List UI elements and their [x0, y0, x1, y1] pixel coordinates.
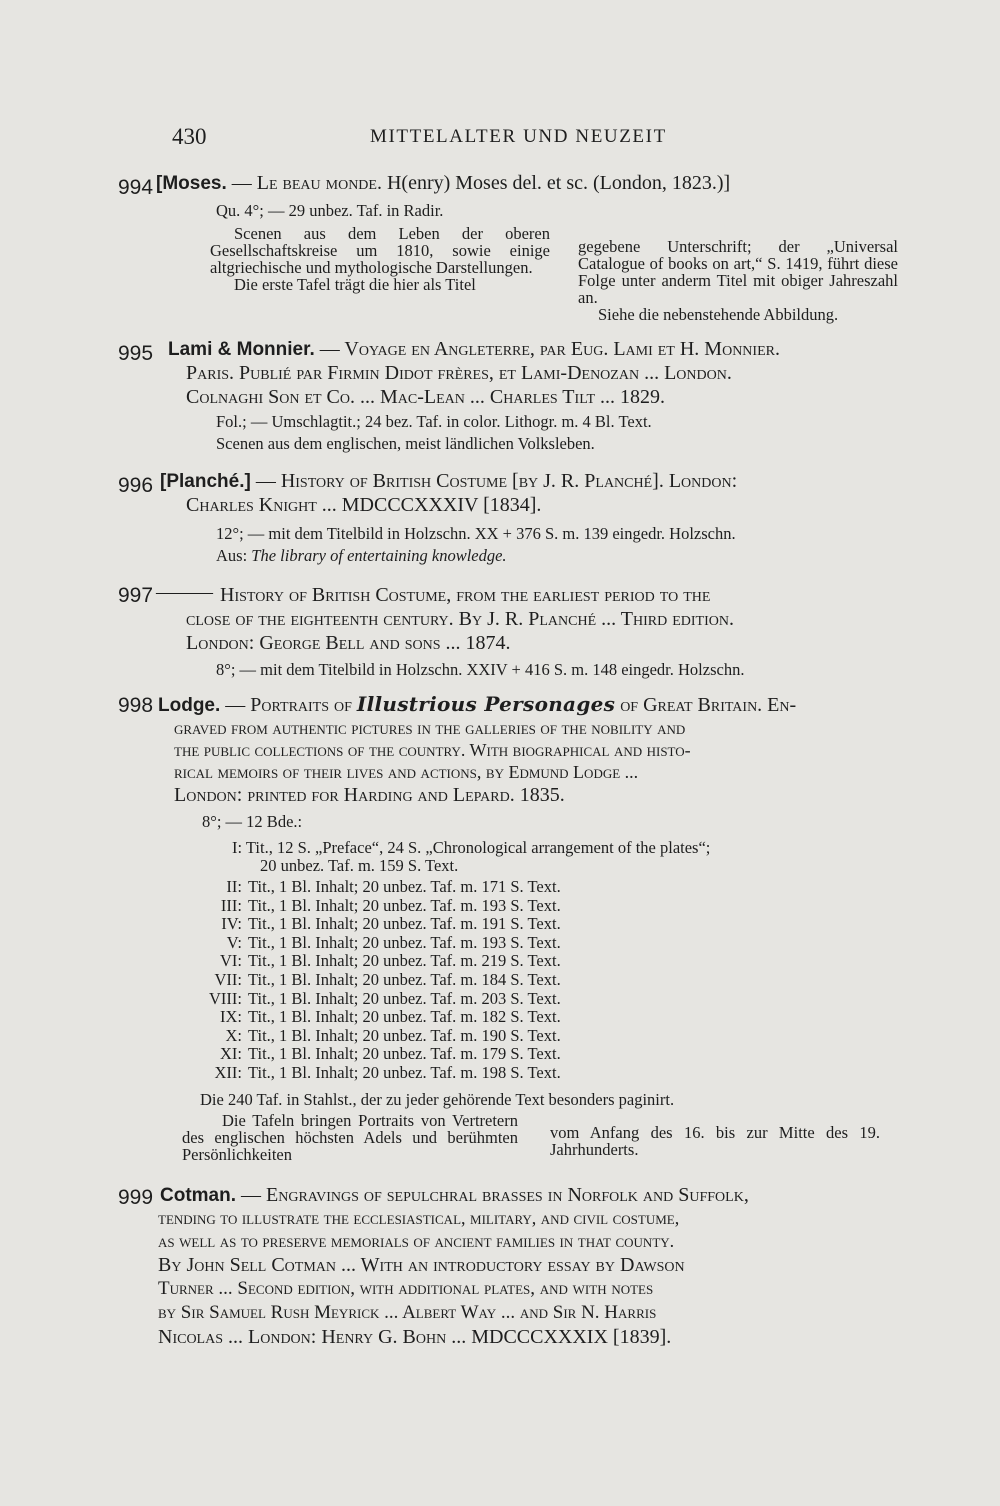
entry-author: Cotman.	[160, 1185, 236, 1206]
volume-line	[194, 989, 561, 1009]
volume-text: Tit., 1 Bl. Inhalt; 20 unbez. Taf. m. 182 S. Text.	[248, 1007, 561, 1027]
volume-label: VI:	[220, 951, 242, 971]
entry-title-line: Lami & Monnier. — Voyage en Angleterre, par Eug. Lami et H. Monnier.	[168, 338, 780, 360]
entry-title-line: Colnaghi Son et Co. ... Mac-Lean ... Charles Tilt ... 1829.	[186, 386, 666, 408]
entry-title-line: Paris. Publié par Firmin Didot frères, et Lami-Denozan ... London.	[186, 362, 732, 384]
running-header	[172, 124, 872, 154]
volume-line	[194, 877, 561, 897]
entry-number: 999	[118, 1186, 154, 1209]
entry-collation: Fol.; — Umschlagtit.; 24 bez. Taf. in color. Lithogr. m. 4 Bl. Text.	[216, 412, 652, 431]
volume-line	[194, 1007, 561, 1027]
volume-label: VIII:	[209, 988, 242, 1008]
volume-label: X:	[225, 1025, 242, 1045]
note-left-text-2: Die erste Tafel trägt die hier als Titel	[234, 275, 476, 294]
entry-title-line: [Moses. — Le beau monde. H(enry) Moses del. et sc. (London, 1823.)]	[156, 172, 731, 194]
volume-line	[194, 933, 561, 953]
volume-line-1: I: Tit., 12 S. „Preface“, 24 S. „Chronological arrangement of the plates“;	[232, 838, 711, 857]
volume-label: XII:	[214, 1063, 242, 1082]
entry-title-line: Charles Knight ... MDCCCXXXIV [1834].	[186, 494, 542, 516]
entry-number: 996	[118, 474, 154, 497]
note-right-text: gegebene Unterschrift; der „Universal Catalogue of books on art,“ S. 1419, führt diese Folge unter anderm Titel mit obiger Jahreszahl an.	[578, 237, 898, 307]
page-number: 430	[172, 124, 207, 149]
entry-author: [Planché.]	[160, 471, 251, 492]
entry-collation: 12°; — mit dem Titelbild in Holzschn. XX + 376 S. m. 139 eingedr. Holzschn.	[216, 524, 736, 543]
volume-text: Tit., 1 Bl. Inhalt; 20 unbez. Taf. m. 184 S. Text.	[248, 970, 561, 989]
entry-author: Lodge.	[158, 695, 221, 716]
entry-collation: 8°; — mit dem Titelbild in Holzschn. XXIV + 416 S. m. 148 eingedr. Holzschn.	[216, 660, 745, 679]
volume-text: Tit., 1 Bl. Inhalt; 20 unbez. Taf. m. 191 S. Text.	[248, 914, 561, 934]
entry-collation: Qu. 4°; — 29 unbez. Taf. in Radir.	[216, 201, 444, 220]
entry-title-line: History of British Costume, from the earliest period to the	[220, 584, 711, 606]
note-right-text-2: Siehe die nebenstehende Abbildung.	[598, 305, 839, 324]
entry-collation: 8°; — 12 Bde.:	[202, 812, 303, 831]
entry-number: 995	[118, 342, 154, 365]
entry-998	[118, 694, 908, 1174]
volume-line	[194, 1044, 561, 1064]
entry-title-line: London: George Bell and sons ... 1874.	[186, 632, 511, 654]
note-right-column	[578, 238, 898, 323]
entry-title-line: Lodge. — Portraits of Illustrious Personages of Great Britain. En-	[158, 692, 797, 716]
ditto-dash: ———	[156, 582, 213, 603]
volume-line	[194, 896, 561, 916]
volume-label: IX:	[220, 1007, 242, 1027]
note-left-column	[182, 1112, 518, 1163]
note-right-column	[550, 1124, 880, 1158]
entry-title-line: [Planché.] — History of British Costume [by J. R. Planché]. London:	[160, 470, 738, 492]
note-left-text: Die Tafeln bringen Portraits von Vertretern des englischen höchsten Adels und berühmten Persönlichkeiten	[182, 1111, 518, 1164]
note-left-text: Scenen aus dem Leben der oberen Gesellschaftskreise um 1810, sowie einige altgriechische und mythologische Darstellungen.	[210, 224, 550, 277]
entry-title-line: Nicolas ... London: Henry G. Bohn ... MDCCCXXXIX [1839].	[158, 1326, 672, 1348]
entry-number: 997	[118, 584, 154, 607]
plates-note: Die 240 Taf. in Stahlst., der zu jeder gehörende Text besonders paginirt.	[200, 1090, 675, 1109]
volume-text: Tit., 1 Bl. Inhalt; 20 unbez. Taf. m. 193 S. Text.	[248, 895, 561, 915]
entry-994	[118, 170, 908, 340]
volume-line	[194, 970, 561, 990]
entry-note: Scenen aus dem englischen, meist ländlichen Volksleben.	[216, 434, 595, 453]
volume-line	[194, 1026, 561, 1046]
entry-title-line: as well as to preserve memorials of ancient families in that county.	[158, 1231, 675, 1251]
volume-text: Tit., 1 Bl. Inhalt; 20 unbez. Taf. m. 198 S. Text.	[248, 1063, 561, 1082]
volume-line	[194, 914, 561, 934]
entry-997	[118, 584, 908, 694]
volume-line	[194, 951, 561, 971]
volume-label: III:	[220, 895, 242, 915]
volume-text: Tit., 1 Bl. Inhalt; 20 unbez. Taf. m. 190 S. Text.	[248, 1025, 561, 1045]
note-right-text: vom Anfang des 16. bis zur Mitte des 19. Jahrhunderts.	[550, 1123, 880, 1159]
volume-label: II:	[226, 877, 242, 896]
entry-title-line: graved from authentic pictures in the galleries of the nobility and	[174, 718, 686, 738]
entry-title-line: By John Sell Cotman ... With an introductory essay by Dawson	[158, 1254, 685, 1276]
entry-number: 998	[118, 694, 154, 717]
entry-author: Lami & Monnier.	[168, 339, 315, 360]
entry-title-line: the public collections of the country. With biographical and histo-	[174, 740, 691, 760]
volume-text: Tit., 1 Bl. Inhalt; 20 unbez. Taf. m. 219 S. Text.	[248, 951, 561, 971]
entry-996	[118, 470, 908, 580]
entry-title-line: tending to illustrate the ecclesiastical, military, and civil costume,	[158, 1208, 680, 1228]
entry-number: 994	[118, 176, 154, 199]
entry-title-line: Turner ... Second edition, with additional plates, and with notes	[158, 1278, 654, 1299]
volume-label: IV:	[221, 914, 242, 934]
entry-title-line: by Sir Samuel Rush Meyrick ... Albert Way ... and Sir N. Harris	[158, 1302, 657, 1323]
volume-text: Tit., 1 Bl. Inhalt; 20 unbez. Taf. m. 179 S. Text.	[248, 1044, 561, 1064]
volume-label: VII:	[214, 970, 242, 989]
entry-title-line: London: printed for Harding and Lepard. 1835.	[174, 784, 565, 806]
entry-title-line: rical memoirs of their lives and actions, by Edmund Lodge ...	[174, 762, 639, 782]
entry-author: [Moses.	[156, 173, 227, 194]
running-title: MITTELALTER UND NEUZEIT	[370, 126, 667, 147]
volume-label: V:	[226, 932, 242, 952]
series-title: The library of entertaining knowledge.	[251, 546, 507, 565]
entry-title-line: close of the eighteenth century. By J. R. Planché ... Third edition.	[186, 608, 734, 630]
volume-line-1-cont: 20 unbez. Taf. m. 159 S. Text.	[260, 856, 459, 875]
entry-note: Aus: The library of entertaining knowledge.	[216, 546, 507, 565]
note-left-column	[210, 225, 550, 293]
entry-995	[118, 338, 908, 466]
volume-text: Tit., 1 Bl. Inhalt; 20 unbez. Taf. m. 171 S. Text.	[248, 877, 561, 896]
volume-text: Tit., 1 Bl. Inhalt; 20 unbez. Taf. m. 203 S. Text.	[248, 988, 561, 1008]
fraktur-text: Illustrious Personages	[356, 692, 616, 716]
volume-text: Tit., 1 Bl. Inhalt; 20 unbez. Taf. m. 193 S. Text.	[248, 932, 561, 952]
volume-line	[194, 1063, 561, 1083]
entry-title-line: Cotman. — Engravings of sepulchral brasses in Norfolk and Suffolk,	[160, 1184, 749, 1206]
volume-label: XI:	[220, 1044, 242, 1064]
entry-999	[118, 1184, 908, 1364]
